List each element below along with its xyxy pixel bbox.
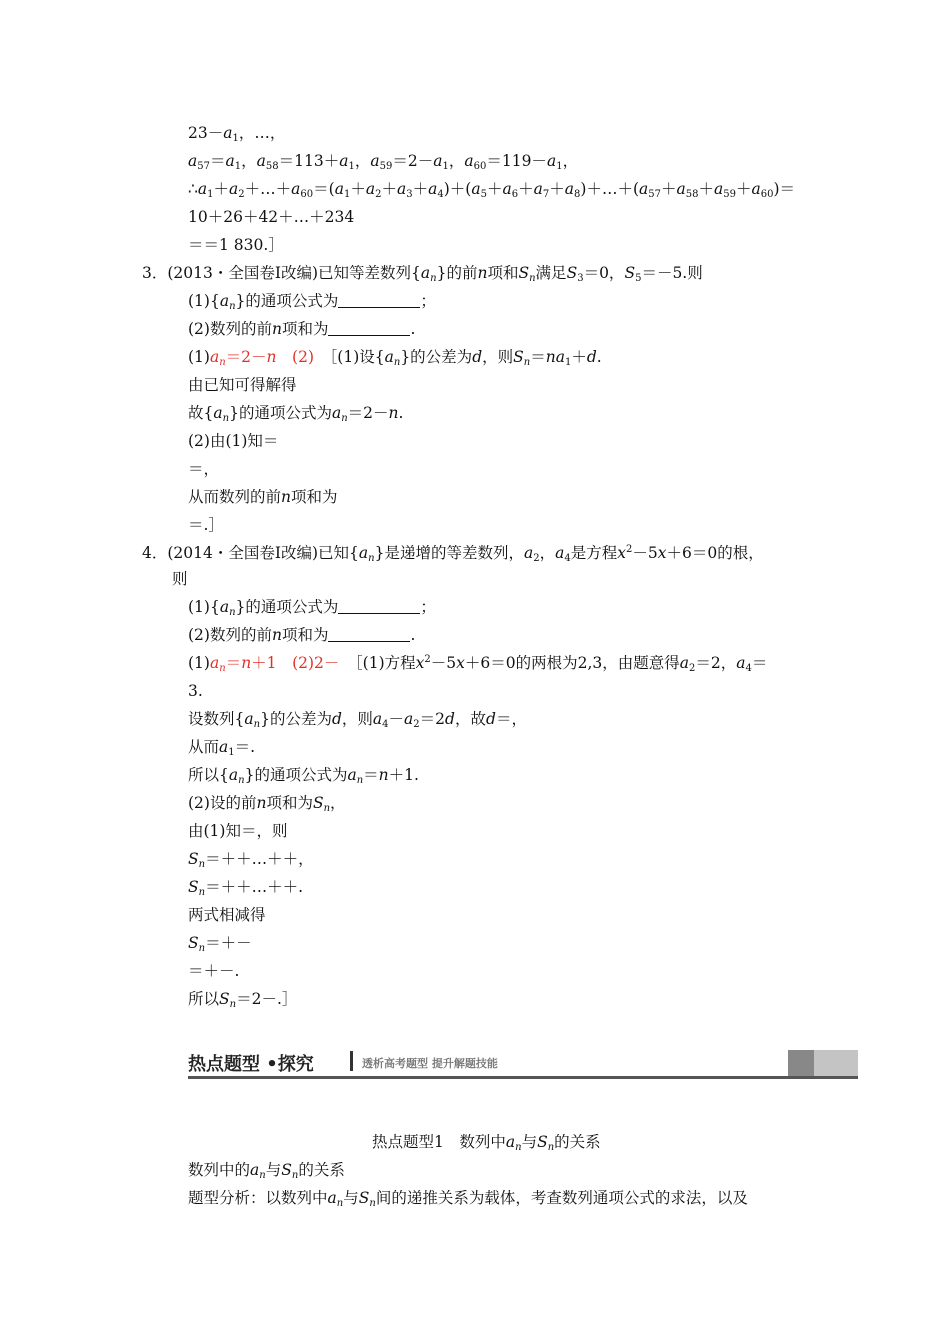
question-3-stem: 3．(2013・全国卷Ⅰ改编)已知等差数列$\{a_n\}$的前n项和$S_n$满足$S_3=0$，$S_5=-5$.则 (142, 264, 703, 284)
solution-line: 从而$a_1=$. (188, 738, 256, 758)
solution-line: (2)由(1)知＝ (188, 432, 279, 450)
solution-line: 由已知可得解得 (188, 376, 297, 394)
answer-blank (338, 293, 420, 308)
answer-blank (328, 627, 410, 642)
solution-line: ＝.］ (188, 516, 224, 534)
solution-line: ＝＋－. (188, 962, 240, 980)
solution-line: 设数列$\{a_n\}$的公差为d，则$a_4-a_2=2d$，故d＝， (188, 710, 527, 730)
question-4-stem: 4．(2014・全国卷Ⅰ改编)已知$\{a_n\}$是递增的等差数列，$a_2$，$a_4$是方程$x^2-5x+6=0$的根， (142, 544, 764, 564)
solution-line: 由(1)知＝，则 (188, 822, 288, 840)
question-4-answer: $(1)a_n=n+1$ (2)2－ ［(1)方程$x^2-5x+6=0$的两根为2,3，由题意得$a_2=2$，$a_4=$ (188, 654, 768, 674)
banner-rule (188, 1076, 858, 1079)
solution-line: 从而数列的前n项和为 (188, 488, 338, 506)
answer-blank (328, 321, 410, 336)
question-4-part-2: (2)数列的前n项和为 . (188, 626, 416, 644)
answer-blank (338, 599, 420, 614)
solution-line: $23-a_1$，…， (188, 124, 286, 144)
question-3-answer: $(1)a_n=2-n$ (2) ［(1)设$\{a_n\}$的公差为d，则$S_n=na_1+d$. (188, 348, 602, 368)
answer-highlight: $a_n=2-n$ (2) (209, 348, 315, 368)
banner-block-light (814, 1050, 858, 1076)
solution-line: $S_n=++\dots++$， (188, 850, 314, 870)
question-3-part-2: (2)数列的前n项和为 . (188, 320, 416, 338)
question-3-part-1: $(1)\{a_n\}$的通项公式为 ； (188, 292, 436, 312)
solution-line: $\therefore a_1+a_2+\dots+a_{60}=(a_1+a_2+a_3+a_4)+(a_5+a_6+a_7+a_8)+\dots+(a_{57}+a_{58}+a_{59}+a_{60})=$ (188, 180, 796, 200)
solution-line: 两式相减得 (188, 906, 266, 924)
solution-line: $a_{57}=a_1$，$a_{58}=113+a_1$，$a_{59}=2-a_1$，$a_{60}=119-a_1$， (188, 152, 579, 172)
section-line: 数列中的$a_n$与$S_n$的关系 (188, 1161, 345, 1181)
solution-line: 所以$\{a_n\}$的通项公式为$a_n=n+1$. (188, 766, 419, 786)
solution-line: $S_n=+-$ (188, 934, 252, 954)
solution-line: $S_n=++\dots++$. (188, 878, 304, 898)
question-4-stem-cont: 则 (172, 570, 188, 588)
section-banner (188, 1046, 858, 1080)
section-heading: 热点题型1 数列中$a_n$与$S_n$的关系 (372, 1133, 601, 1153)
banner-title: 热点题型 •探究 (188, 1054, 314, 1075)
solution-line: (2)设的前n项和为$S_n$， (188, 794, 346, 814)
solution-line: 所以$S_n=2-.]$ (188, 990, 298, 1010)
question-4-part-1: $(1)\{a_n\}$的通项公式为 ； (188, 598, 436, 618)
banner-subtitle: 透析高考题型 提升解题技能 (362, 1057, 498, 1070)
solution-line: 3. (188, 682, 203, 700)
solution-line: ＝＝1 830.］ (188, 236, 284, 254)
banner-block-dark (788, 1050, 814, 1076)
answer-highlight: $a_n=n+1$ (2)2－ (209, 654, 340, 674)
solution-line: 10＋26＋42＋…＋234 (188, 208, 355, 226)
solution-line: 故$\{a_n\}$的通项公式为$a_n=2-n$. (188, 404, 404, 424)
solution-line: ＝， (188, 460, 220, 478)
section-line: 题型分析：以数列中$a_n$与$S_n$间的递推关系为载体，考查数列通项公式的求法，以及 (188, 1189, 748, 1209)
banner-divider (350, 1051, 353, 1071)
